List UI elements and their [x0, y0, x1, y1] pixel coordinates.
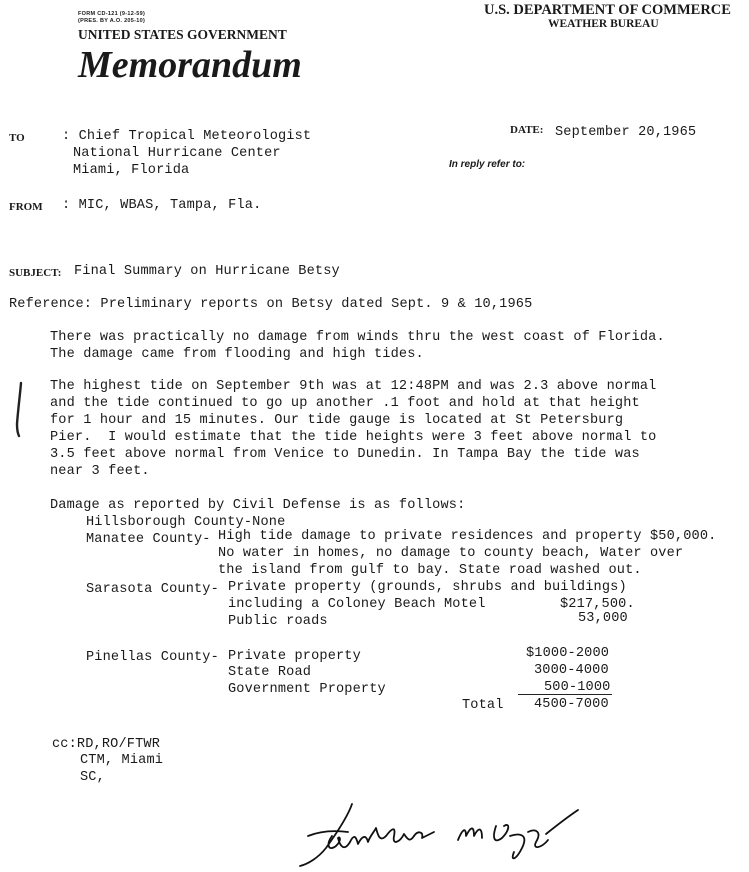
sarasota-item-desc: Private property (grounds, shrubs and buildings): [228, 580, 627, 595]
date-label: DATE:: [510, 124, 544, 136]
manatee-county-label: Manatee County-: [86, 532, 211, 547]
pinellas-item-amount: 3000-4000: [534, 663, 609, 678]
government-heading: UNITED STATES GOVERNMENT: [78, 27, 287, 42]
sarasota-item-amount: 53,000: [578, 611, 628, 626]
sarasota-item-desc: including a Coloney Beach Motel: [228, 597, 486, 612]
pinellas-item-amount: $1000-2000: [526, 646, 610, 661]
pinellas-item-desc: Government Property: [228, 682, 386, 697]
total-label: Total: [462, 698, 504, 713]
bureau-heading: WEATHER BUREAU: [548, 18, 659, 30]
date-value: September 20,1965: [555, 125, 697, 140]
department-heading: U.S. DEPARTMENT OF COMMERCE: [484, 2, 731, 18]
body-line: for 1 hour and 15 minutes. Our tide gauge is located at St Petersburg: [50, 413, 624, 428]
margin-pen-mark: [12, 380, 28, 440]
to-label: TO: [9, 132, 25, 144]
pinellas-item-desc: State Road: [228, 665, 312, 680]
to-line: : Chief Tropical Meteorologist: [62, 129, 312, 144]
from-label: FROM: [9, 201, 43, 213]
body-line: Pier. I would estimate that the tide heights were 3 feet above normal to: [50, 430, 657, 445]
total-amount: 4500-7000: [534, 697, 609, 712]
form-authority: (PRES. BY A.O. 205-10): [78, 18, 146, 24]
body-line: 3.5 feet above normal from Venice to Dunedin. In Tampa Bay the tide was: [50, 447, 640, 462]
reply-refer-label: In reply refer to:: [449, 159, 526, 170]
cc-line: CTM, Miami: [80, 753, 164, 768]
body-line: The damage came from flooding and high tides.: [50, 347, 424, 362]
total-underline: [518, 694, 612, 695]
memo-title: Memorandum: [78, 44, 302, 86]
sarasota-item-amount: $217,500.: [560, 597, 635, 612]
cc-line: cc:RD,RO/FTWR: [52, 737, 160, 752]
manatee-line: No water in homes, no damage to county beach, Water over: [218, 546, 684, 561]
cc-line: SC,: [80, 770, 105, 785]
pinellas-county-label: Pinellas County-: [86, 650, 219, 665]
body-line: The highest tide on September 9th was at 12:48PM and was 2.3 above normal: [50, 379, 657, 394]
pinellas-item-amount: 500-1000: [544, 680, 611, 695]
manatee-line: High tide damage to private residences and property $50,000.: [218, 529, 717, 544]
body-line: and the tide continued to go up another .1 foot and hold at that height: [50, 396, 640, 411]
pinellas-item-desc: Private property: [228, 649, 361, 664]
sarasota-county-label: Sarasota County-: [86, 582, 219, 597]
form-number: FORM CD-121 (9-12-59): [78, 11, 146, 17]
hillsborough-line: Hillsborough County-None: [86, 515, 286, 530]
damage-intro: Damage as reported by Civil Defense is as follows:: [50, 498, 466, 513]
from-value: : MIC, WBAS, Tampa, Fla.: [62, 198, 262, 213]
to-line: National Hurricane Center: [73, 146, 281, 161]
reference-line: Reference: Preliminary reports on Betsy dated Sept. 9 & 10,1965: [9, 297, 533, 312]
sarasota-item-desc: Public roads: [228, 614, 328, 629]
subject-label: SUBJECT:: [9, 267, 62, 279]
body-line: There was practically no damage from winds thru the west coast of Florida.: [50, 330, 665, 345]
to-line: Miami, Florida: [73, 163, 190, 178]
subject-value: Final Summary on Hurricane Betsy: [74, 264, 340, 279]
manatee-line: the island from gulf to bay. State road washed out.: [218, 563, 642, 578]
handwritten-signature: [296, 796, 586, 872]
body-line: near 3 feet.: [50, 464, 150, 479]
